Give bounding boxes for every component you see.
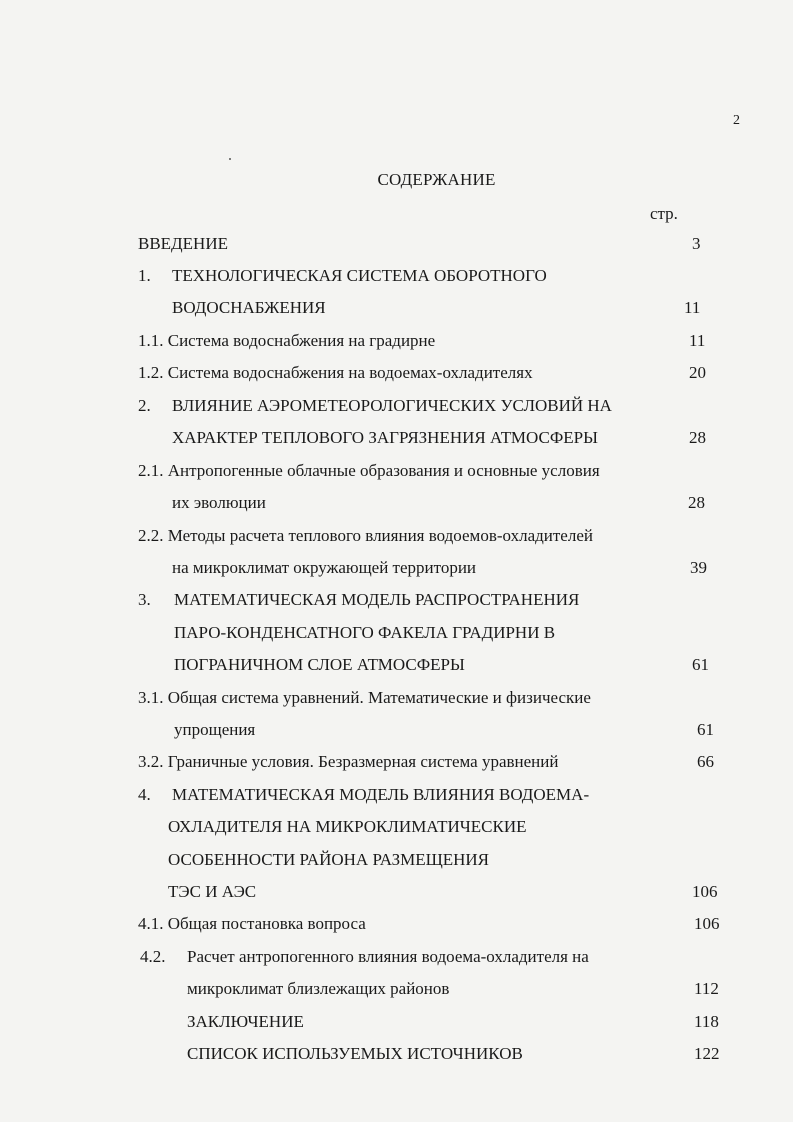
- entry-page: 61: [692, 655, 709, 674]
- toc-entry: [168, 882, 256, 902]
- entry-text: микроклимат близлежащих районов: [187, 979, 450, 998]
- toc-entry: [172, 558, 476, 578]
- toc-entry: [138, 526, 593, 546]
- entry-text: ОХЛАДИТЕЛЯ НА МИКРОКЛИМАТИЧЕСКИЕ: [168, 817, 527, 836]
- toc-entry: [138, 785, 589, 805]
- entry-text: 2.1. Антропогенные облачные образования и основные условия: [138, 461, 600, 480]
- entry-page: 20: [689, 363, 706, 382]
- toc-entry: [168, 817, 527, 837]
- entry-text: ВЛИЯНИЕ АЭРОМЕТЕОРОЛОГИЧЕСКИХ УСЛОВИЙ НА: [172, 396, 612, 415]
- entry-page: 39: [690, 558, 707, 577]
- entry-page: 66: [697, 752, 714, 771]
- entry-text: 1.1. Система водоснабжения на градирне: [138, 331, 436, 350]
- entry-text: ОСОБЕННОСТИ РАЙОНА РАЗМЕЩЕНИЯ: [168, 850, 490, 869]
- toc-title: СОДЕРЖАНИЕ: [377, 170, 496, 189]
- entry-text: ПАРО-КОНДЕНСАТНОГО ФАКЕЛА ГРАДИРНИ В: [174, 623, 556, 642]
- entry-text: их эволюции: [172, 493, 266, 512]
- entry-text: СПИСОК ИСПОЛЬЗУЕМЫХ ИСТОЧНИКОВ: [187, 1044, 523, 1063]
- toc-entry: [187, 1012, 304, 1032]
- entry-text: МАТЕМАТИЧЕСКАЯ МОДЕЛЬ ВЛИЯНИЯ ВОДОЕМА-: [172, 785, 590, 804]
- entry-text: 4.1. Общая постановка вопроса: [138, 914, 366, 933]
- entry-text: ЗАКЛЮЧЕНИЕ: [187, 1012, 304, 1031]
- entry-text: 1.2. Система водоснабжения на водоемах-охладителях: [138, 363, 533, 382]
- entry-text: МАТЕМАТИЧЕСКАЯ МОДЕЛЬ РАСПРОСТРАНЕНИЯ: [174, 590, 580, 609]
- toc-entry: [174, 720, 255, 740]
- entry-number: 2.: [138, 396, 151, 415]
- scan-speck: [229, 158, 231, 160]
- entry-page: 106: [692, 882, 718, 901]
- entry-text: упрощения: [174, 720, 256, 739]
- entry-text: ПОГРАНИЧНОМ СЛОЕ АТМОСФЕРЫ: [174, 655, 465, 674]
- entry-page: 61: [697, 720, 714, 739]
- entry-text: ТЕХНОЛОГИЧЕСКАЯ СИСТЕМА ОБОРОТНОГО: [172, 266, 547, 285]
- toc-entry: [140, 947, 589, 967]
- toc-entry: [187, 979, 449, 999]
- toc-entry: [138, 234, 228, 254]
- entry-text: 3.2. Граничные условия. Безразмерная система уравнений: [138, 752, 559, 771]
- toc-entry: [138, 266, 547, 286]
- entry-number: 3.: [138, 590, 151, 609]
- toc-entry: [138, 752, 558, 772]
- toc-entry: [138, 461, 600, 481]
- entry-text: Расчет антропогенного влияния водоема-охладителя на: [187, 947, 589, 966]
- entry-page: 118: [694, 1012, 719, 1031]
- entry-page: 106: [694, 914, 720, 933]
- toc-entry: [138, 363, 533, 383]
- toc-entry: [187, 1044, 523, 1064]
- toc-entry: [174, 623, 555, 643]
- toc-entry: [138, 914, 366, 934]
- entry-page: 28: [688, 493, 705, 512]
- entry-page: 3: [692, 234, 701, 253]
- toc-entry: [172, 493, 266, 513]
- toc-entry: [172, 298, 326, 318]
- entry-number: 4.2.: [140, 947, 166, 966]
- entry-number: 1.: [138, 266, 151, 285]
- toc-entry: [174, 655, 465, 675]
- toc-entry: [168, 850, 489, 870]
- entry-text: ТЭС И АЭС: [168, 882, 257, 901]
- toc-entry: [138, 331, 435, 351]
- entry-page: 11: [684, 298, 701, 317]
- entry-text: 2.2. Методы расчета теплового влияния водоемов-охладителей: [138, 526, 593, 545]
- toc-entry: [138, 590, 579, 610]
- entry-text: на микроклимат окружающей территории: [172, 558, 477, 577]
- entry-text: ВОДОСНАБЖЕНИЯ: [172, 298, 326, 317]
- toc-entry: [138, 396, 612, 416]
- toc-entry: [172, 428, 598, 448]
- entry-number: 4.: [138, 785, 151, 804]
- entry-page: 11: [689, 331, 706, 350]
- entry-text: 3.1. Общая система уравнений. Математические и физические: [138, 688, 591, 707]
- page-column-label: стр.: [650, 204, 678, 223]
- page-number: 2: [733, 113, 740, 128]
- entry-page: 28: [689, 428, 706, 447]
- entry-page: 112: [694, 979, 719, 998]
- toc-entry: [138, 688, 591, 708]
- entry-page: 122: [694, 1044, 720, 1063]
- entry-text: ВВЕДЕНИЕ: [138, 234, 228, 253]
- entry-text: ХАРАКТЕР ТЕПЛОВОГО ЗАГРЯЗНЕНИЯ АТМОСФЕРЫ: [172, 428, 598, 447]
